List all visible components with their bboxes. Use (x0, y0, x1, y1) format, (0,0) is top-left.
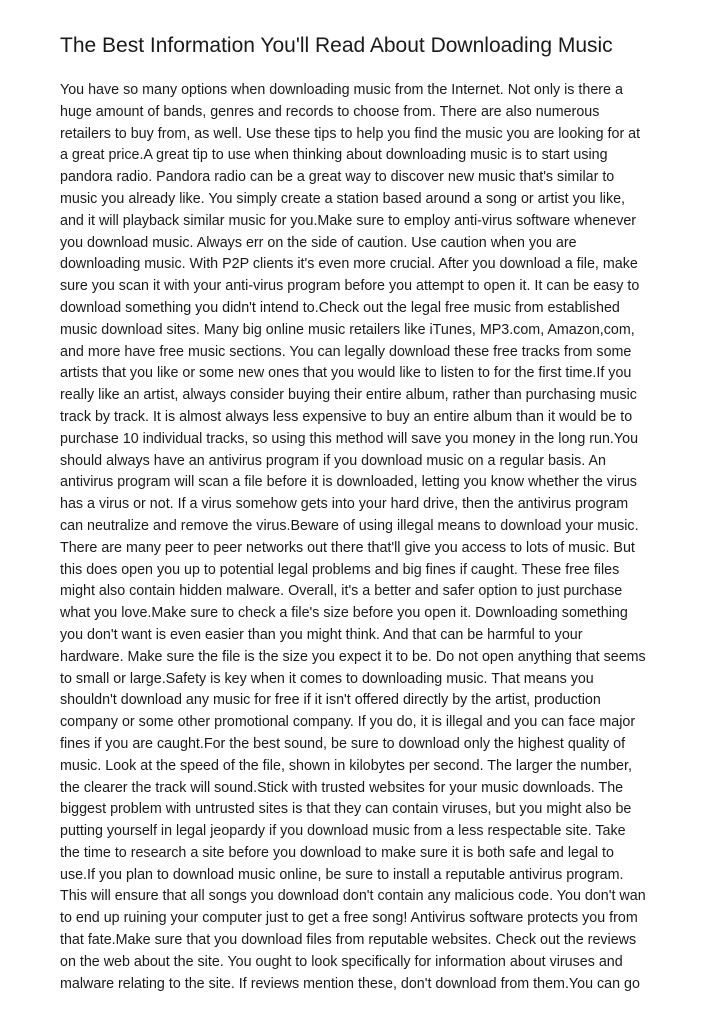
body-line: a great price.A great tip to use when thinking about downloading music is to start using (60, 147, 608, 164)
body-line: you don't want is even easier than you might think. And that can be harmful to your (60, 626, 583, 643)
body-line: company or some other promotional company. If you do, it is illegal and you can face major (60, 714, 636, 731)
body-line: This will ensure that all songs you download don't contain any malicious code. You don't wan (60, 888, 646, 905)
body-line: the time to research a site before you download to make sure it is both safe and legal to (60, 844, 614, 861)
body-line: the clearer the track will sound.Stick with trusted websites for your music downloads. The (60, 779, 624, 796)
body-line: what you love.Make sure to check a file's size before you open it. Downloading something (60, 605, 628, 622)
body-line: can neutralize and remove the virus.Beware of using illegal means to download your music. (60, 517, 639, 534)
body-line: You have so many options when downloading music from the Internet. Not only is there a (60, 82, 623, 98)
body-line: track by track. It is almost always less expensive to buy an entire album than it would be to (60, 408, 633, 425)
page-title: The Best Information You'll Read About Downloading Music (60, 34, 613, 57)
body-line: huge amount of bands, genres and records to choose from. There are also numerous (60, 103, 600, 120)
body-line: on the web about the site. You ought to look specifically for information about viruses and (60, 953, 623, 970)
body-line: antivirus program will scan a file before it is downloaded, letting you know whether the virus (60, 474, 637, 491)
body-line: and more have free music sections. You can legally download these free tracks from some (60, 343, 632, 360)
body-line: hardware. Make sure the file is the size you expect it to be. Do not open anything that seems (60, 648, 646, 665)
body-line: downloading music. With P2P clients it's even more crucial. After you download a file, make (60, 256, 638, 273)
article-body (60, 80, 680, 995)
body-line: might also contain hidden malware. Overall, it's a better and safer option to just purchase (60, 583, 623, 600)
body-line: biggest problem with untrusted sites is that they can contain viruses, but you might also be (60, 801, 632, 818)
body-line: to end up ruining your computer just to get a free song! Antivirus software protects you from (60, 910, 638, 927)
body-line: really like an artist, always consider buying their entire album, rather than purchasing music (60, 387, 637, 404)
body-line: that fate.Make sure that you download files from reputable websites. Check out the reviews (60, 932, 637, 949)
body-line: download something you didn't intend to.Check out the legal free music from established (60, 299, 620, 316)
body-line: There are many peer to peer networks out there that'll give you access to lots of music. But (60, 539, 635, 556)
body-line: artists that you like or some new ones that you would like to listen to for the first time.If you (60, 365, 632, 382)
body-line: music. Look at the speed of the file, shown in kilobytes per second. The larger the number, (60, 757, 632, 774)
body-line: purchase 10 individual tracks, so using this method will save you money in the long run.You (60, 430, 639, 447)
body-line: shouldn't download any music for free if it isn't offered directly by the artist, production (60, 692, 601, 709)
body-line: you download music. Always err on the side of caution. Use caution when you are (60, 234, 577, 251)
body-line: pandora radio. Pandora radio can be a great way to discover new music that's similar to (60, 169, 615, 186)
body-line: sure you scan it with your anti-virus program before you attempt to open it. It can be easy to (60, 278, 640, 295)
body-line: putting yourself in legal jeopardy if you download music from a less respectable site. Take (60, 823, 626, 840)
body-line: use.If you plan to download music online, be sure to install a reputable antivirus program. (60, 866, 624, 883)
body-line: fines if you are caught.For the best sound, be sure to download only the highest quality of (60, 735, 626, 752)
body-line: to small or large.Safety is key when it comes to downloading music. That means you (60, 670, 594, 687)
body-line: malware relating to the site. If reviews mention these, don't download from them.You can go (60, 975, 640, 992)
body-line: should always have an antivirus program if you download music on a regular basis. An (60, 452, 606, 469)
body-line: this does open you up to potential legal problems and big fines if caught. These free files (60, 561, 620, 578)
body-line: has a virus or not. If a virus somehow gets into your hard drive, then the antivirus program (60, 496, 629, 513)
body-line: and it will playback similar music for you.Make sure to employ anti-virus software whenever (60, 212, 637, 229)
body-line: music download sites. Many big online music retailers like iTunes, MP3.com, Amazon,com, (60, 321, 635, 338)
body-line: retailers to buy from, as well. Use these tips to help you find the music you are looking for at (60, 125, 641, 142)
body-line: music you already like. You simply create a station based around a song or artist you like, (60, 190, 626, 207)
